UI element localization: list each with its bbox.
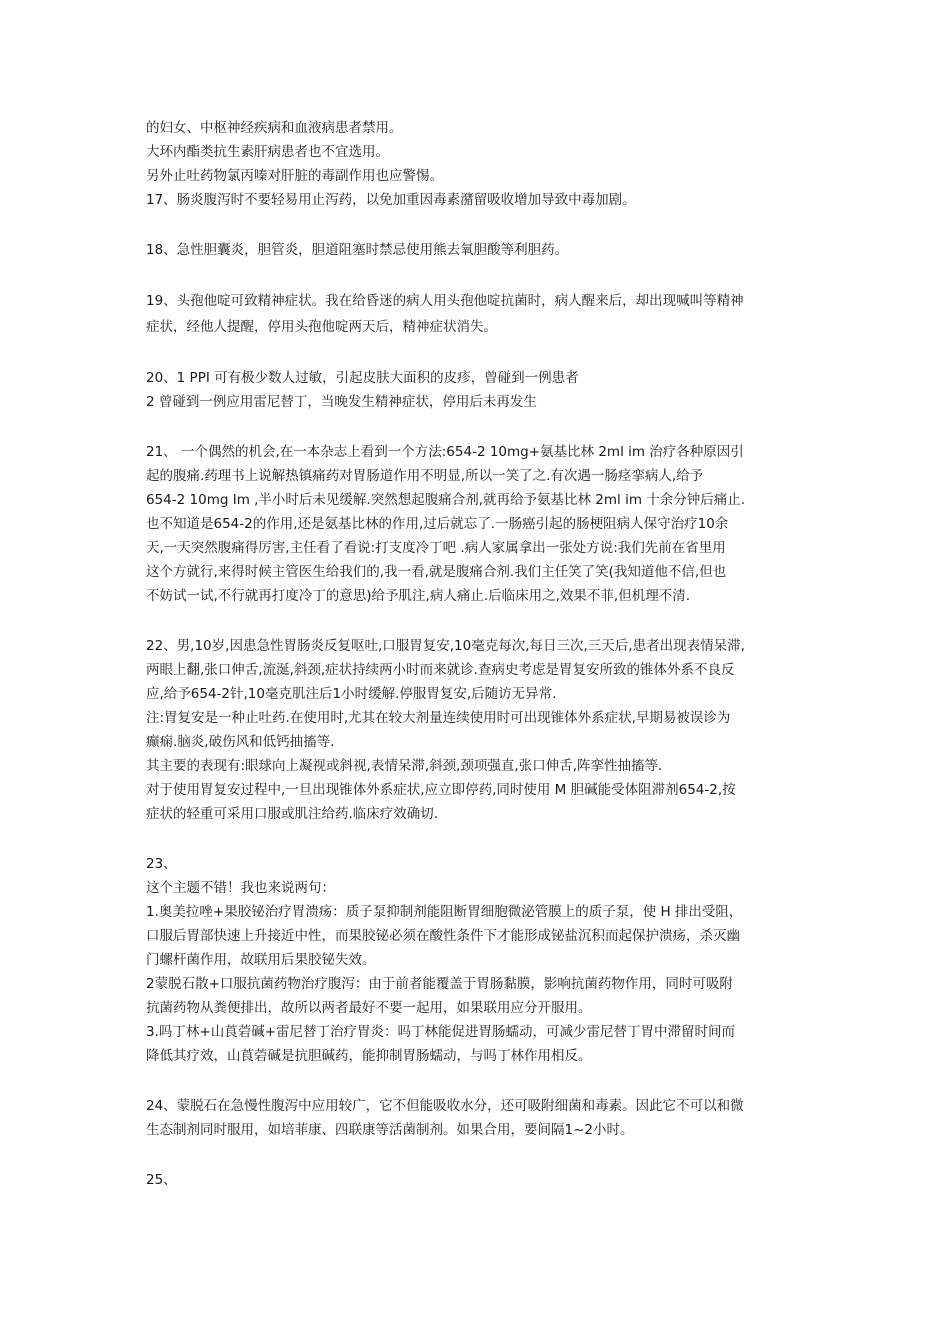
item-19-line: 19、头孢他啶可致精神症状。我在给昏迷的病人用头孢他啶抗菌时，病人醒来后，却出现喊叫等精神 <box>146 293 744 309</box>
text-line: 大环内酯类抗生素肝病患者也不宜选用。 <box>146 144 389 160</box>
item-23-line: 3.吗丁林+山莨菪碱+雷尼替丁治疗胃炎：吗丁林能促进胃肠蠕动，可减少雷尼替丁胃中滞留时间而 <box>146 1024 736 1040</box>
item-23-line: 门螺杆菌作用，故联用后果胶铋失效。 <box>146 952 376 968</box>
item-25: 25、 <box>146 1172 177 1188</box>
item-22-line: 22、男,10岁,因患急性胃肠炎反复呕吐,口服胃复安,10毫克每次,每日三次,三天后,患者出现表情呆滞, <box>146 638 745 654</box>
item-21-line: 也不知道是654-2的作用,还是氨基比林的作用,过后就忘了.一肠癌引起的肠梗阻病人保守治疗10余 <box>146 516 729 532</box>
item-21-line: 这个方就行,来得时候主管医生给我们的,我一看,就是腹痛合剂.我们主任笑了笑(我知道他不信,但也 <box>146 564 727 580</box>
text-line: 另外止吐药物氯丙嗪对肝脏的毒副作用也应警惕。 <box>146 168 443 184</box>
item-20-line: 2 曾碰到一例应用雷尼替丁，当晚发生精神症状，停用后未再发生 <box>146 394 537 410</box>
item-20-line: 20、1 PPI 可有极少数人过敏，引起皮肤大面积的皮疹，曾碰到一例患者 <box>146 370 579 386</box>
item-23-line: 1.奥美拉唑+果胶铋治疗胃溃疡：质子泵抑制剂能阻断胃细胞微泌管膜上的质子泵，使 H 排出受阻， <box>146 904 743 920</box>
item-18: 18、急性胆囊炎，胆管炎，胆道阻塞时禁忌使用熊去氧胆酸等利胆药。 <box>146 242 569 258</box>
item-21-line: 21、 一个偶然的机会,在一本杂志上看到一个方法:654-2 10mg+氨基比林 2ml im 治疗各种原因引 <box>146 444 744 460</box>
item-24-line: 24、蒙脱石在急慢性腹泻中应用较广，它不但能吸收水分，还可吸附细菌和毒素。因此它不可以和微 <box>146 1098 744 1114</box>
item-21-line: 654-2 10mg Im ,半小时后未见缓解.突然想起腹痛合剂,就再给予氨基比林 2ml im 十余分钟后痛止. <box>146 492 746 508</box>
item-22-note: 其主要的表现有:眼球向上凝视或斜视,表情呆滞,斜颈,颈项强直,张口伸舌,阵挛性抽搐等. <box>146 758 663 774</box>
item-22-line: 两眼上翻,张口伸舌,流涎,斜颈,症状持续两小时而来就诊.查病史考虑是胃复安所致的锥体外系不良反 <box>146 662 735 678</box>
text-line: 的妇女、中枢神经疾病和血液病患者禁用。 <box>146 120 403 136</box>
item-22-note: 注:胃复安是一种止吐药.在使用时,尤其在较大剂量连续使用时可出现锥体外系症状,早期易被误诊为 <box>146 710 731 726</box>
item-21-line: 天,一天突然腹痛得厉害,主任看了看说:打支度冷丁吧 .病人家属拿出一张处方说:我们先前在省里用 <box>146 540 726 556</box>
item-22-note: 癫痫.脑炎,破伤风和低钙抽搐等. <box>146 734 335 750</box>
item-19-line: 症状，经他人提醒，停用头孢他啶两天后，精神症状消失。 <box>146 319 497 335</box>
item-24-line: 生态制剂同时服用，如培菲康、四联康等活菌制剂。如果合用，要间隔1~2小时。 <box>146 1122 634 1138</box>
item-22-note: 对于使用胃复安过程中,一旦出现锥体外系症状,应立即停药,同时使用 M 胆碱能受体阻滞剂654-2,按 <box>146 782 736 798</box>
item-22-note: 症状的轻重可采用口服或肌注给药.临床疗效确切. <box>146 806 439 822</box>
item-17: 17、肠炎腹泻时不要轻易用止泻药，以免加重因毒素潴留吸收增加导致中毒加剧。 <box>146 192 636 208</box>
item-22-line: 应,给予654-2针,10毫克肌注后1小时缓解.停服胃复安,后随访无异常. <box>146 686 557 702</box>
item-23-line: 口服后胃部快速上升接近中性，而果胶铋必须在酸性条件下才能形成铋盐沉积而起保护溃疡，杀灭幽 <box>146 928 740 944</box>
item-23-line: 降低其疗效，山莨菪碱是抗胆碱药，能抑制胃肠蠕动，与吗丁林作用相反。 <box>146 1048 592 1064</box>
item-21-line: 不妨试一试,不行就再打度冷丁的意思)给予肌注,病人痛止.后临床用之,效果不菲,但机理不清. <box>146 588 691 604</box>
item-21-line: 起的腹痛.药理书上说解热镇痛药对胃肠道作用不明显,所以一笑了之.有次遇一肠痉挛病人,给予 <box>146 468 704 484</box>
item-23-line: 抗菌药物从粪便排出，故所以两者最好不要一起用，如果联用应分开服用。 <box>146 1000 592 1016</box>
item-23-line: 2蒙脱石散+口服抗菌药物治疗腹泻：由于前者能覆盖于胃肠黏膜，影响抗菌药物作用，同时可吸附 <box>146 976 733 992</box>
item-23-line: 这个主题不错！我也来说两句： <box>146 880 335 896</box>
document-page <box>146 116 810 1192</box>
item-23-heading: 23、 <box>146 856 177 872</box>
